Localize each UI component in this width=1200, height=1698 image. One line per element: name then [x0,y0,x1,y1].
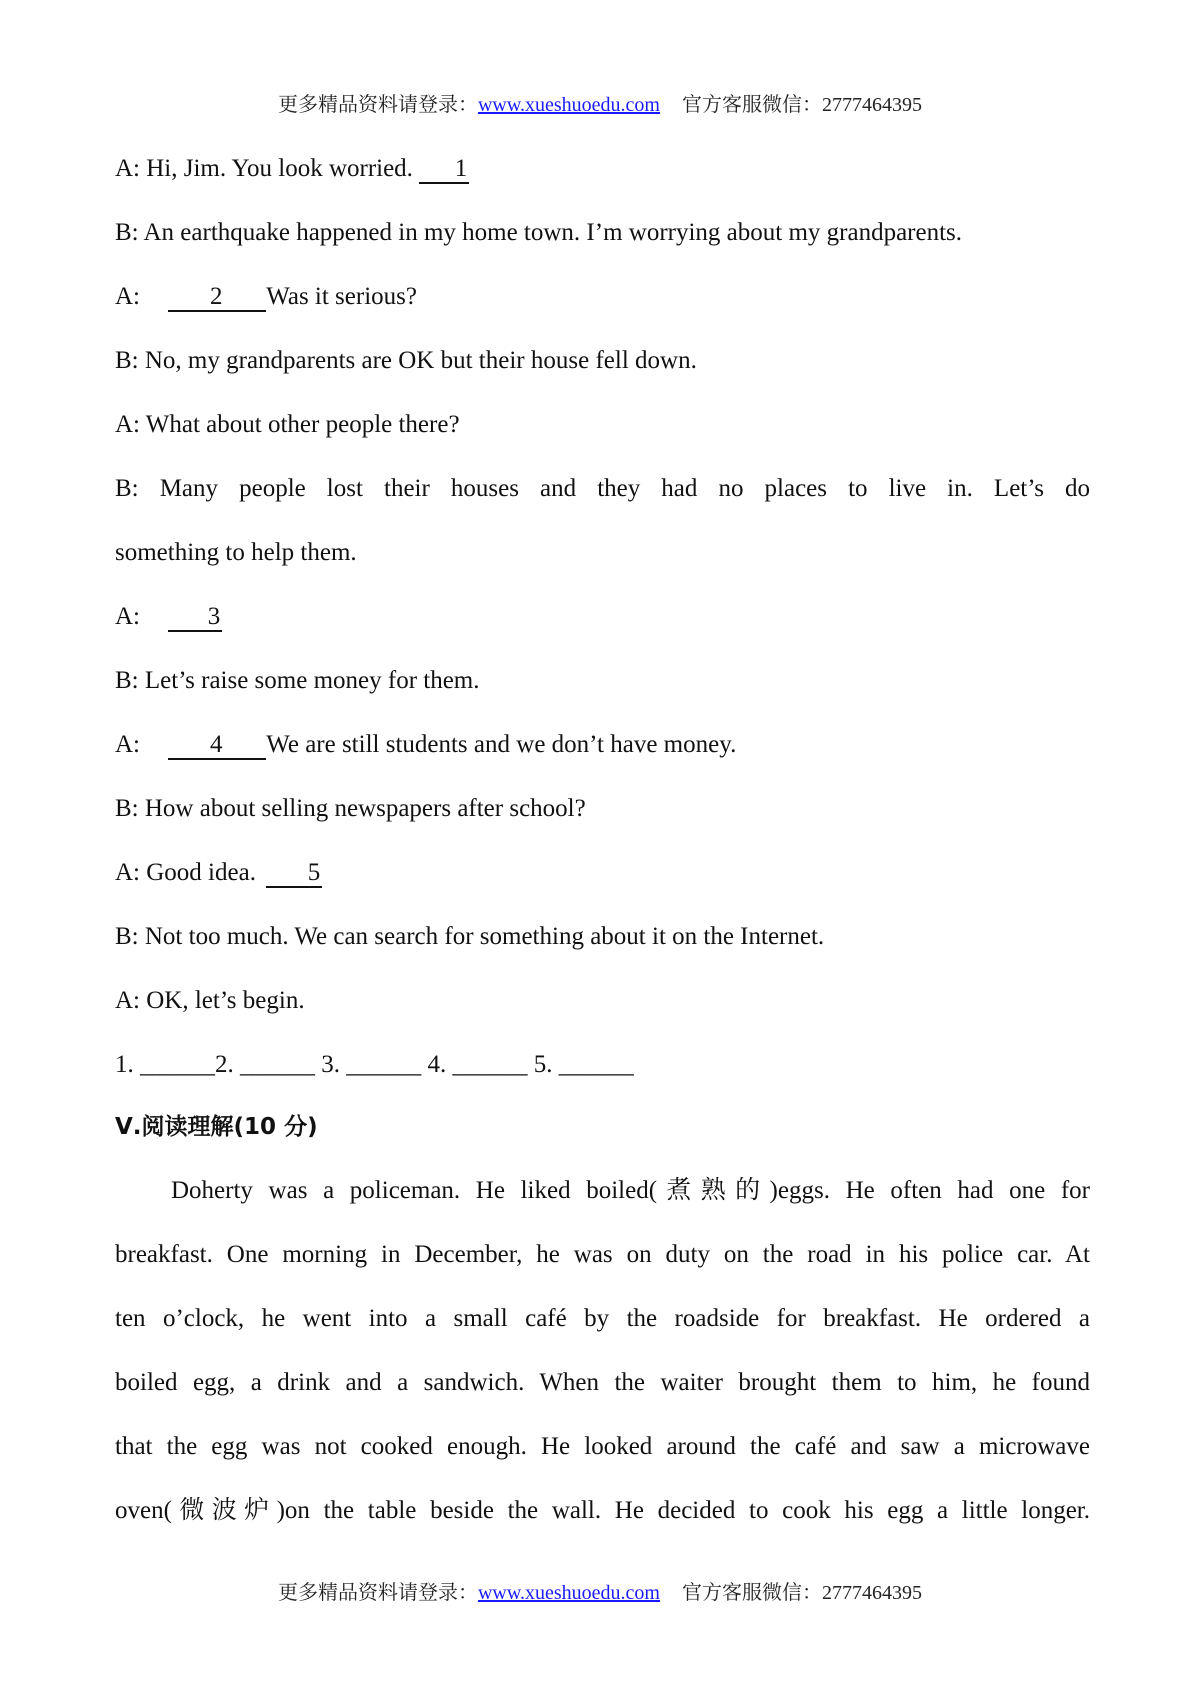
passage-line [115,1494,1090,1528]
section-numeral: Ⅴ. [115,1114,142,1140]
dialogue-text: Good idea. [140,859,263,886]
answer-number: 1. [115,1051,134,1078]
answer-blank-1[interactable]: ______ [140,1051,215,1078]
passage-line [115,1174,1090,1208]
dialogue-text [140,283,146,310]
dialogue-text: OK, let’s begin. [140,987,305,1014]
speaker-label: B: [115,795,139,822]
passage-text: that the egg was not cooked enough. He looked around the café and saw a microwave [115,1433,1090,1460]
dialogue-text: Hi, Jim. You look worried. [140,155,420,182]
passage-text: oven(微波炉)on the table beside the wall. He decided to cook his egg a little longer. [115,1497,1090,1524]
dialogue-line [115,152,1090,186]
speaker-label: A: [115,603,140,630]
passage-text: breakfast. One morning in December, he was on duty on the road in his police car. At [115,1241,1090,1268]
dialogue-text [140,603,146,630]
section-score: (10 分) [233,1114,318,1140]
blank-5[interactable]: 5 [266,860,322,888]
dialogue-text: Was it serious? [266,283,417,310]
dialogue-line [115,408,1090,442]
footer-prefix: 更多精品资料请登录： [277,1582,478,1604]
passage-text: boiled egg, a drink and a sandwich. When the waiter brought them to him, he found [115,1369,1090,1396]
blank-3[interactable]: 3 [168,604,222,632]
footer-website-link[interactable]: www.xueshuoedu.com [477,1582,660,1604]
header-prefix: 更多精品资料请登录： [277,94,478,116]
dialogue-line [115,664,1090,698]
passage-line [115,1238,1090,1272]
speaker-label: A: [115,859,140,886]
dialogue-line [115,344,1090,378]
speaker-label: B: [115,219,139,246]
dialogue-text: We are still students and we don’t have money. [266,731,737,758]
dialogue-text: Let’s raise some money for them. [138,667,480,694]
section-heading [115,1110,1090,1144]
section-title: 阅读理解 [141,1114,234,1140]
dialogue-text: something to help them. [115,539,357,566]
dialogue-line [115,792,1090,826]
dialogue-text: An earthquake happened in my home town. I’m worrying about my grandparents. [138,219,963,246]
passage-text: ten o’clock, he went into a small café by the roadside for breakfast. He ordered a [115,1305,1090,1332]
speaker-label: B: [115,475,139,502]
passage-line [115,1302,1090,1336]
blank-4[interactable]: 4 [168,732,266,760]
header-service-contact: 官方客服微信：2777464395 [682,94,922,116]
speaker-label: A: [115,283,140,310]
blank-1[interactable]: 1 [419,156,469,184]
answer-number: 4. [427,1051,447,1078]
dialogue-line [115,280,1090,314]
passage-line [115,1430,1090,1464]
dialogue-text: No, my grandparents are OK but their house fell down. [138,347,697,374]
answer-number: 5. [533,1051,553,1078]
speaker-label: A: [115,411,140,438]
passage-text: Doherty was a policeman. He liked boiled(煮熟的)eggs. He often had one for [171,1177,1090,1204]
speaker-label: B: [115,923,139,950]
dialogue-text [140,731,146,758]
footer-service-contact: 官方客服微信：2777464395 [682,1582,922,1604]
speaker-label: B: [115,347,139,374]
speaker-label: A: [115,731,140,758]
answer-blank-3[interactable]: ______ [346,1051,422,1078]
dialogue-text: Many people lost their houses and they had no places to live in. Let’s do [159,475,1090,502]
dialogue-line [115,536,1090,570]
dialogue-line [115,600,1090,634]
page-header [0,88,1200,117]
dialogue-text: How about selling newspapers after school? [138,795,586,822]
dialogue-line [115,920,1090,954]
answer-number: 2. [215,1051,234,1078]
header-website-link[interactable]: www.xueshuoedu.com [477,94,660,116]
answer-number: 3. [321,1051,340,1078]
dialogue-line [115,216,1090,250]
answer-line [115,1048,1090,1082]
dialogue-line [115,856,1090,890]
dialogue-line [115,472,1090,506]
dialogue-text: Not too much. We can search for something about it on the Internet. [138,923,825,950]
dialogue-text: What about other people there? [140,411,460,438]
blank-2[interactable]: 2 [168,284,266,312]
dialogue-line [115,984,1090,1018]
speaker-label: A: [115,155,140,182]
speaker-label: A: [115,987,140,1014]
page-footer [0,1576,1200,1605]
answer-blank-5[interactable]: ______ [558,1051,634,1078]
answer-blank-4[interactable]: ______ [452,1051,528,1078]
dialogue-line [115,728,1090,762]
passage-line [115,1366,1090,1400]
answer-blank-2[interactable]: ______ [240,1051,315,1078]
speaker-label: B: [115,667,139,694]
